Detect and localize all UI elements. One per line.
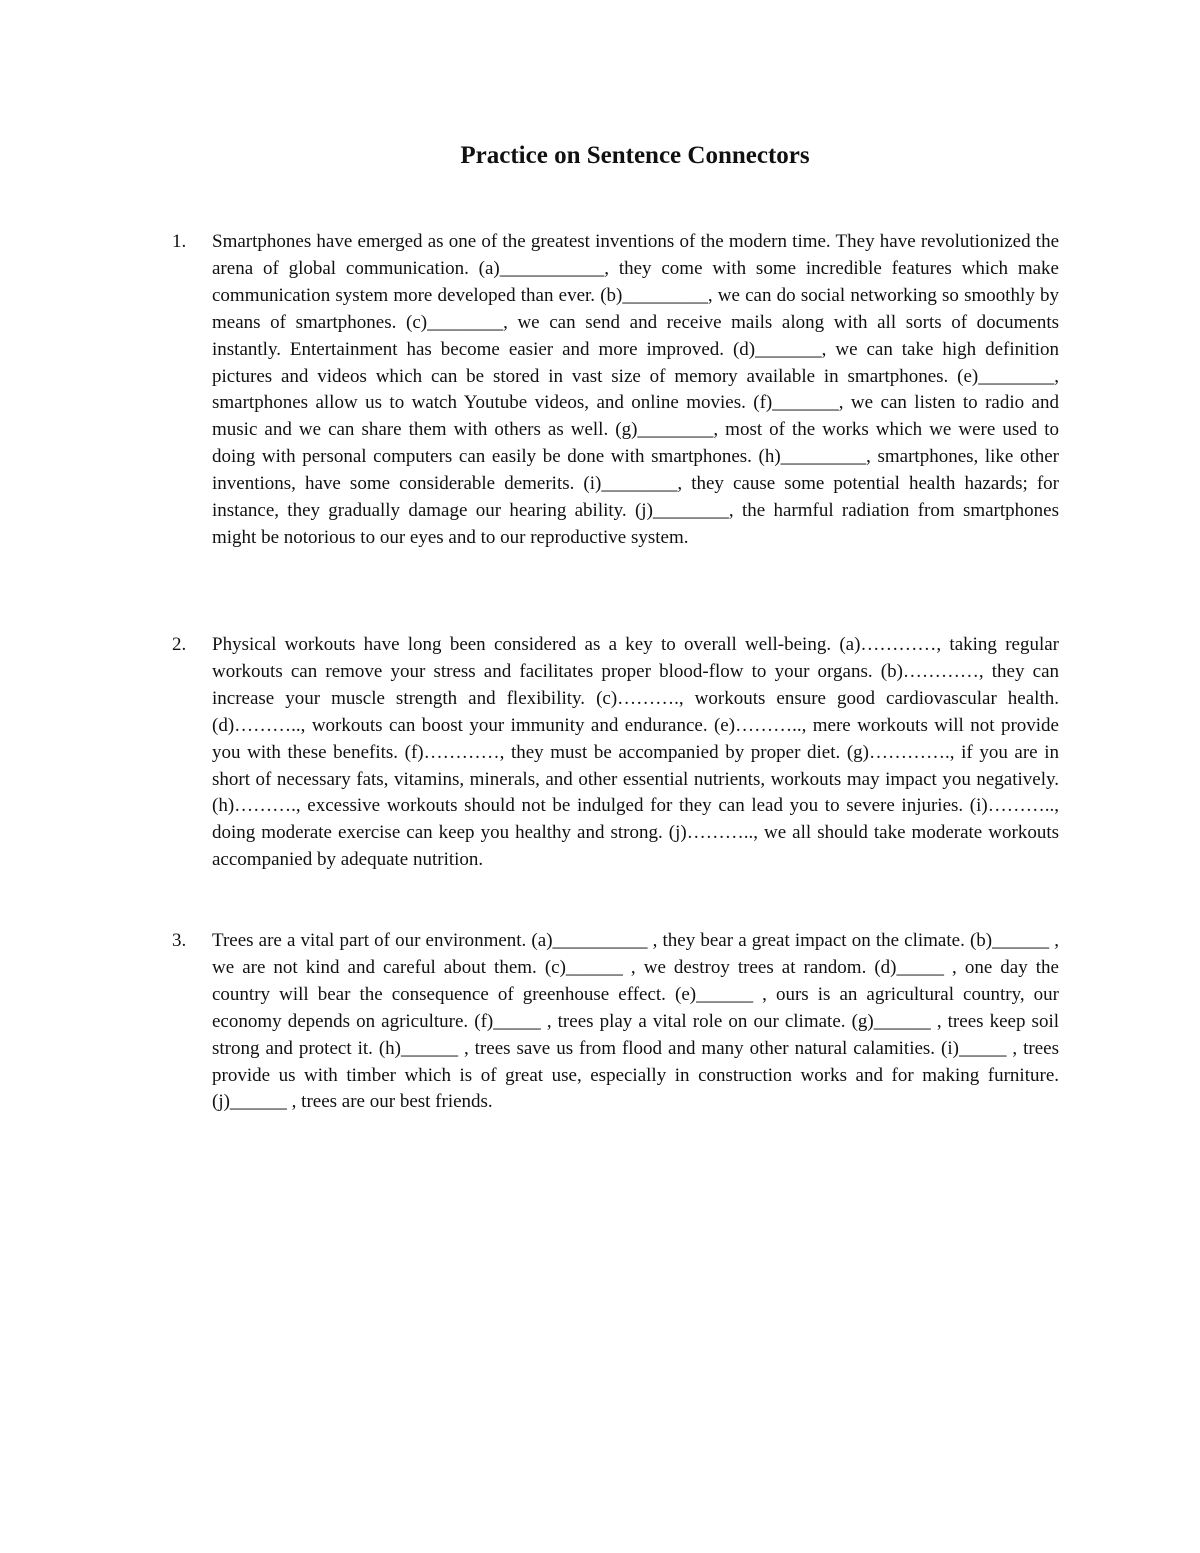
question-paragraph: Physical workouts have long been considered as a key to overall well-being. (a)…………, taking regular workouts can remove your stress and facilitates proper blood-flow to your organs. (b)…………, they can increase your muscle strength and flexibility. (c)………., workouts ensure good cardiovascular health. (d)……….., workouts can boost your immunity and endurance. (e)……….., mere workouts will not provide you with these benefits. (f)…………, they must be accompanied by proper diet. (g)…………., if you are in short of necessary fats, vitamins, minerals, and other essential nutrients, workouts may impact you negatively. (h)………., excessive workouts should not be indulged for they can lead you to severe injuries. (i)……….., doing moderate exercise can keep you healthy and strong. (j)……….., we all should take moderate workouts accompanied by adequate nutrition. [212,634,1059,871]
question-paragraph: Trees are a vital part of our environment. (a)__________ , they bear a great impact on the climate. (b)______ , we are not kind and careful about them. (c)______ , we destroy trees at random. (d)_____ , one day the country will bear the consequence of greenhouse effect. (e)______ , ours is an agricultural country, our economy depends on agriculture. (f)_____ , trees play a vital role on our climate. (g)______ , trees keep soil strong and protect it. (h)______ , trees save us from flood and many other natural calamities. (i)_____ , trees provide us with timber which is of great use, especially in construction works and for making furniture. (j)______ , trees are our best friends. [212,930,1059,1113]
question-number: 2. [172,634,187,655]
question-number: 3. [172,930,187,951]
question-number: 1. [172,231,187,252]
page-title: Practice on Sentence Connectors [460,142,810,169]
question-3 [172,928,1059,1116]
question-1 [172,229,1059,552]
question-paragraph: Smartphones have emerged as one of the greatest inventions of the modern time. They have revolutionized the arena of global communication. (a)___________, they come with some incredible features which make communication system more developed than ever. (b)_________, we can do social networking so smoothly by means of smartphones. (c)________, we can send and receive mails along with all sorts of documents instantly. Entertainment has become easier and more improved. (d)_______, we can take high definition pictures and videos which can be stored in vast size of memory available in smartphones. (e)________, smartphones allow us to watch Youtube videos, and online movies. (f)_______, we can listen to radio and music and we can share them with others as well. (g)________, most of the works which we were used to doing with personal computers can easily be done with smartphones. (h)_________, smartphones, like other inventions, have some considerable demerits. (i)________, they cause some potential health hazards; for instance, they gradually damage our hearing ability. (j)________, the harmful radiation from smartphones might be notorious to our eyes and to our reproductive system. [212,231,1059,548]
question-2 [172,632,1059,874]
